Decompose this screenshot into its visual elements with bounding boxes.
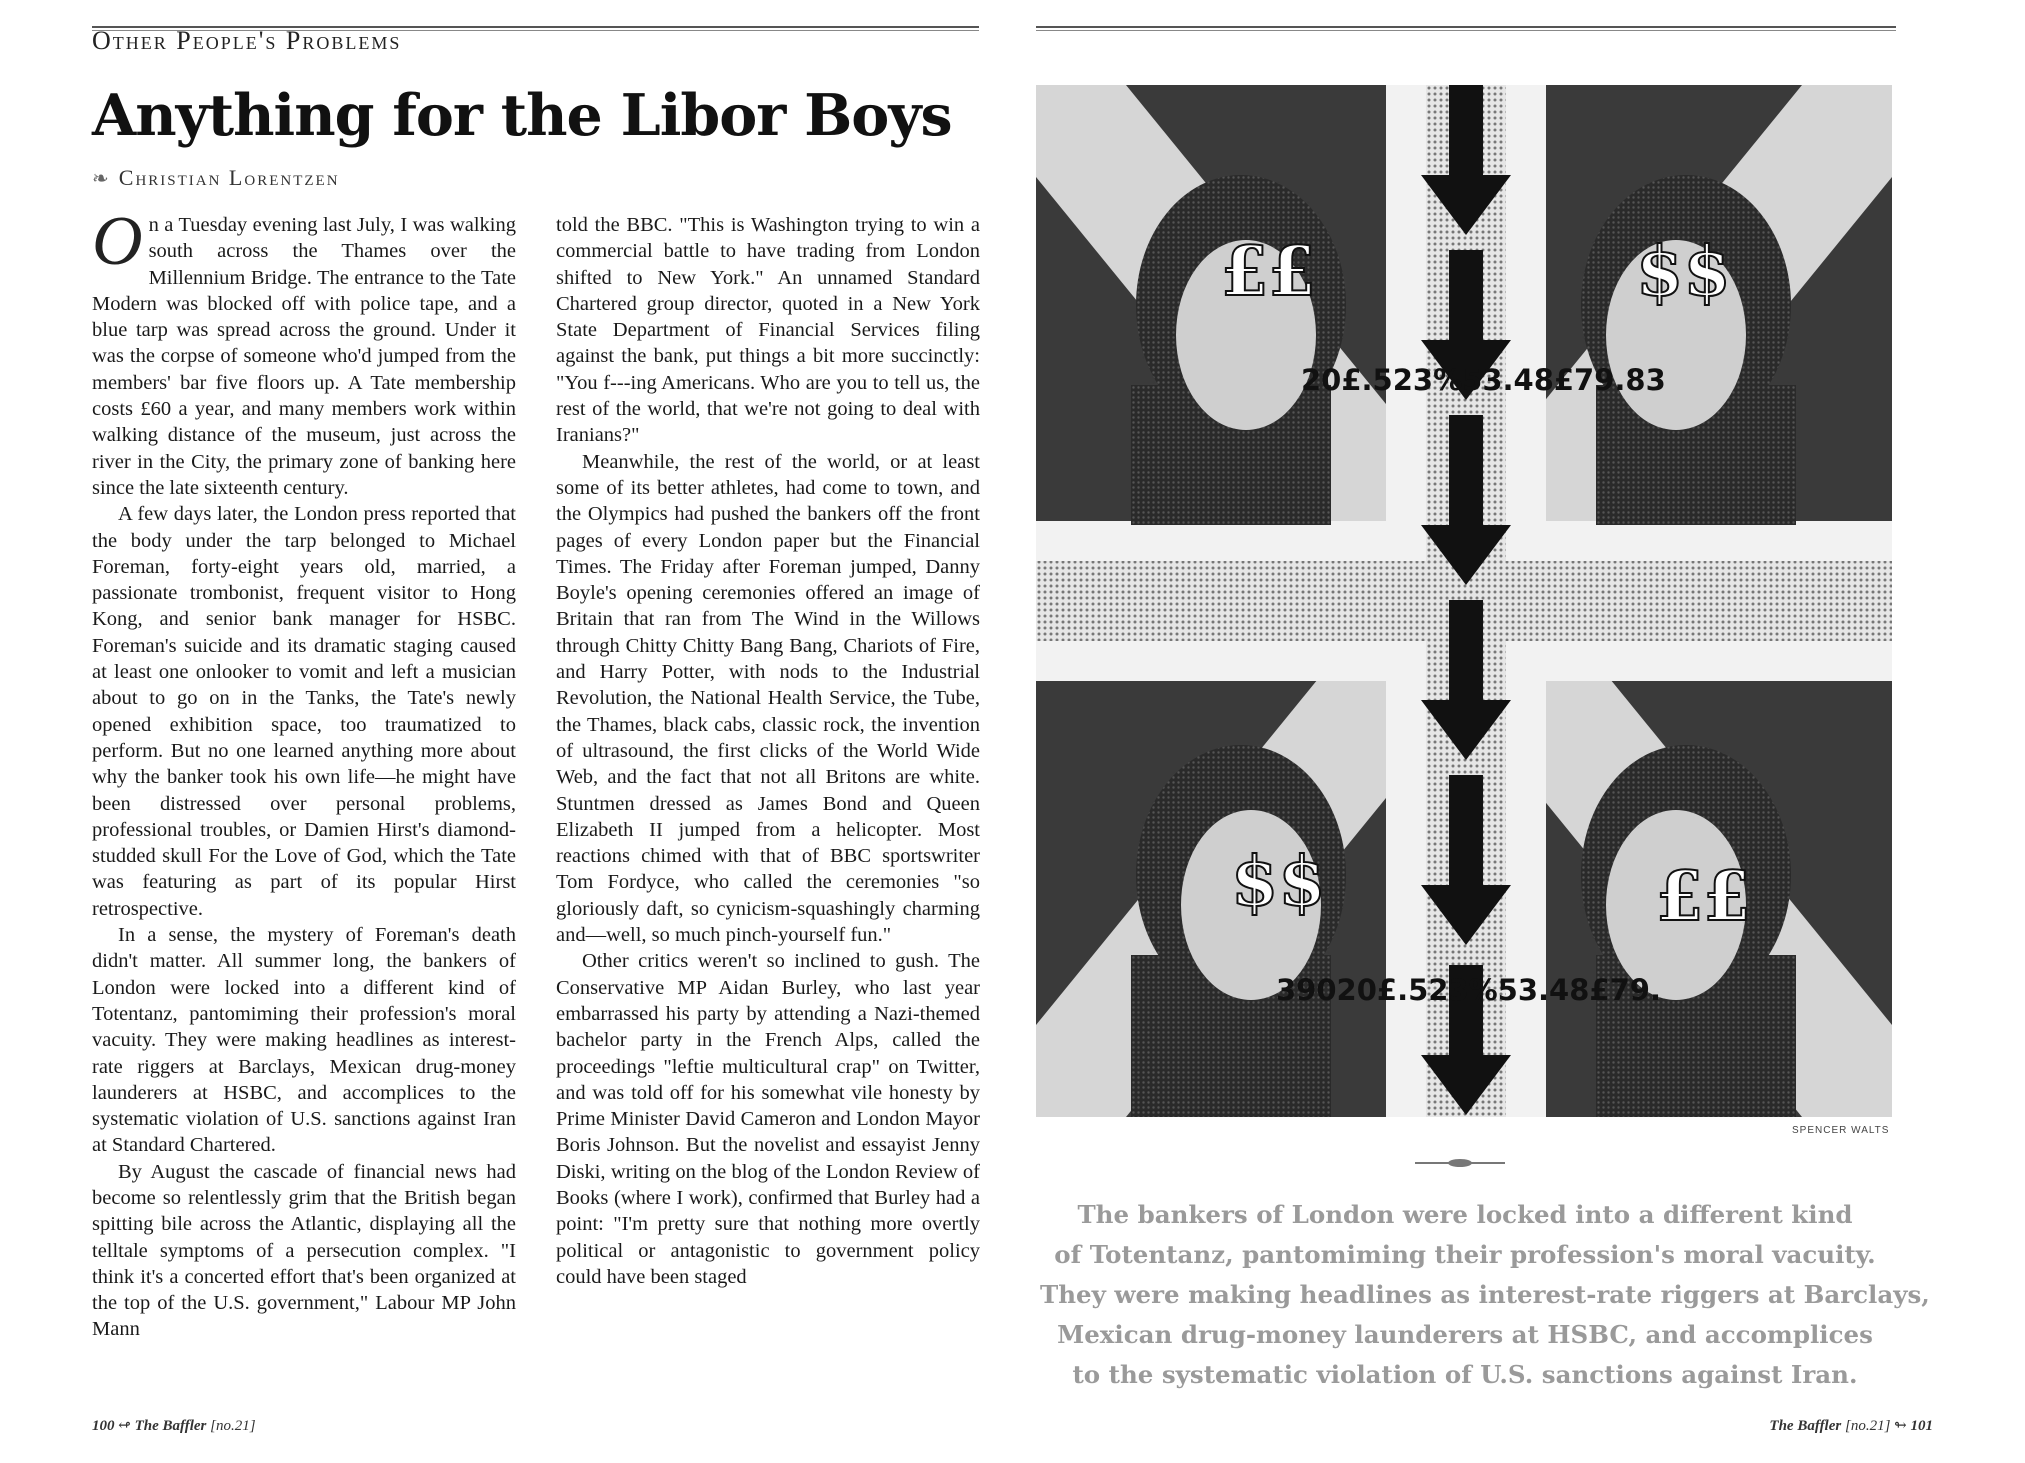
illustration-svg [1036, 85, 1892, 1117]
pull-quote-line: Mexican drug-money launderers at HSBC, and accomplices [1057, 1320, 1873, 1349]
left-page [0, 0, 1010, 1463]
author-name: Christian Lorentzen [118, 165, 340, 190]
paragraph: By August the cascade of financial news had become so relentlessly grim that the British began spitting bile across the Atlantic, displaying all the telltale symptoms of a persecution complex. "I think it's a concerted effort that's been organized at the top of the U.S. government," Labour MP John Mann [92, 1160, 516, 1341]
top-rule [1036, 26, 1896, 31]
page-number: 100 [92, 1418, 115, 1434]
pound-eyes-top-left: ££ [1221, 232, 1316, 312]
paragraph: On a Tuesday evening last July, I was walking south across the Thames over the Millennium Bridge. The entrance to the Tate Modern was blocked off with police tape, and a blue tarp was spread across the ground. Under it was the corpse of someone who'd jumped from the members' bar five floors up. A Tate membership costs £60 a year, and many members work within walking distance of the museum, just across the river in the City, the primary zone of banking here since the late sixteenth century. [92, 203, 516, 499]
photo-credit: SPENCER WALTS [1792, 1125, 1890, 1136]
union-jack-bankers-illustration [1036, 85, 1892, 1117]
folio [1769, 1416, 1933, 1435]
issue-number: [no.21] [210, 1418, 256, 1434]
pull-quote [1040, 1195, 1930, 1395]
folio-arrow-icon: ↫ [118, 1418, 135, 1434]
ticker-bottom: 39020£.523%53.48£79. [1276, 973, 1661, 1007]
right-page [1010, 0, 2025, 1463]
headline: Anything for the Libor Boys [92, 82, 952, 149]
dollar-eyes-top-right: $$ [1636, 232, 1731, 312]
pull-quote-line: The bankers of London were locked into a different kind [1077, 1200, 1853, 1229]
paragraph: In a sense, the mystery of Foreman's death didn't matter. All summer long, the bankers of London were locked into a different kind of Totentanz, pantomiming their profession's moral vacuity. They were making headlines as interest-rate riggers at Barclays, Mexican drug-money launderers at HSBC, and accomplices to the systematic violation of U.S. sanctions against Iran at Standard Chartered. [92, 924, 516, 1157]
ornament-divider-icon [1415, 1158, 1505, 1168]
paragraph: A few days later, the London press reported that the body under the tarp belonged to Michael Foreman, forty-eight years old, married, a passionate trombonist, frequent visitor to Hong Kong, and senior bank manager for HSBC. Foreman's suicide and its dramatic staging caused at least one onlooker to vomit and left a musician about to go on in the Tanks, the Tate's newly opened exhibition space, too traumatized to perform. But no one learned anything more about why the banker took his own life—he might have been distressed over personal problems, professional troubles, or Damien Hirst's diamond-studded skull For the Love of God, which the Tate was featuring as part of its popular Hirst retrospective. [92, 503, 516, 920]
section-title: Other People's Problems [92, 26, 402, 55]
paragraph: told the BBC. "This is Washington trying to win a commercial battle to have trading from London shifted to New York." An unnamed Standard Chartered group director, quoted in a New York State Department of Financial Services filing against the bank, put things a bit more succinctly: "You f---ing Americans. Who are you to tell us, the rest of the world, that we're not going to deal with Iranians?" [556, 214, 980, 447]
fleuron-icon: ❧ [92, 168, 111, 190]
page-number: 101 [1910, 1418, 1933, 1434]
magazine-name: The Baffler [1769, 1418, 1842, 1434]
text-column-1 [92, 203, 516, 1343]
pull-quote-line: They were making headlines as interest-rate riggers at Barclays, [1040, 1280, 1930, 1309]
folio [92, 1416, 256, 1435]
pull-quote-line: to the systematic violation of U.S. sanctions against Iran. [1072, 1360, 1858, 1389]
pull-quote-line: of Totentanz, pantomiming their profession's moral vacuity. [1054, 1240, 1876, 1269]
issue-number: [no.21] [1844, 1418, 1891, 1434]
drop-cap: O [92, 203, 143, 280]
pound-eyes-bottom-right: ££ [1656, 857, 1751, 937]
dollar-eyes-bottom-left: $$ [1231, 842, 1326, 922]
text-column-2 [556, 212, 980, 1290]
magazine-name: The Baffler [134, 1418, 207, 1434]
byline [92, 165, 340, 191]
paragraph: Other critics weren't so inclined to gush. The Conservative MP Aidan Burley, who last year embarrassed his party by attending a Nazi-themed bachelor party in the French Alps, called the proceedings "leftie multicultural crap" on Twitter, and was told off for his somewhat vile honesty by Prime Minister David Cameron and London Mayor Boris Johnson. But the novelist and essayist Jenny Diski, writing on the blog of the London Review of Books (where I work), confirmed that Burley had a point: "I'm pretty sure that nothing more overtly political or antagonistic to government policy could have been staged [556, 950, 980, 1288]
ticker-top: 20£.523%53.48£79.83 [1301, 363, 1666, 397]
folio-arrow-icon: ↬ [1894, 1418, 1911, 1434]
paragraph: Meanwhile, the rest of the world, or at least some of its better athletes, had come to town, and the Olympics had pushed the bankers off the front pages of every London paper but the Financial Times. The Friday after Foreman jumped, Danny Boyle's opening ceremonies offered an image of Britain that ran from The Wind in the Willows through Chitty Chitty Bang Bang, Chariots of Fire, and Harry Potter, with nods to the Industrial Revolution, the National Health Service, the Tube, the Thames, black cabs, classic rock, the invention of ultrasound, the first clicks of the World Wide Web, and the fact that not all Britons are white. Stuntmen dressed as James Bond and Queen Elizabeth II jumped from a helicopter. Most reactions chimed with that of BBC sportswriter Tom Fordyce, who called the ceremonies "so gloriously daft, so cynicism-squashingly charming and—well, so much pinch-yourself fun." [556, 450, 980, 947]
